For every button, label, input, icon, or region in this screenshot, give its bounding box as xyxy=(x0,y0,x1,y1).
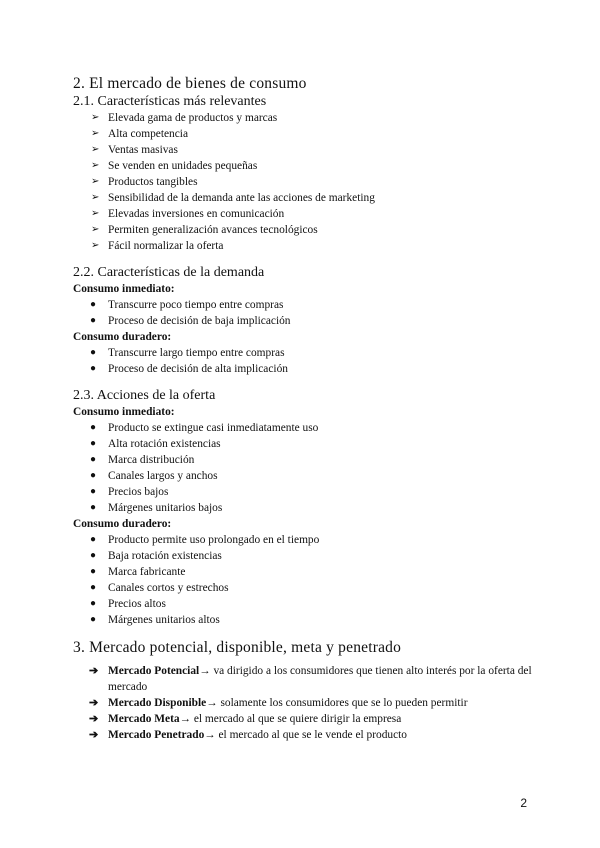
list-item: ➔ Mercado Disponible→ solamente los consumidores que se lo pueden permitir xyxy=(89,697,468,709)
bullet-icon: ● xyxy=(90,454,97,465)
bullet-icon: ● xyxy=(90,315,97,326)
list-item: ➔ Mercado Meta→ el mercado al que se quiere dirigir la empresa xyxy=(89,713,402,725)
consumo-duradero-label: Consumo duradero: xyxy=(73,331,172,343)
offer-duradero-list xyxy=(73,532,543,628)
list-item: ➔ Mercado Potencial→ va dirigido a los consumidores que tienen alto interés por la oferta del mercado xyxy=(89,665,532,693)
bullet-icon: ● xyxy=(90,486,97,497)
list-item: ➢ Ventas masivas xyxy=(91,144,178,156)
list-item: ➔ Mercado Penetrado→ el mercado al que se le vende el producto xyxy=(89,729,407,741)
list-item: ● Canales largos y anchos xyxy=(90,470,218,482)
consumo-inmediato-label: Consumo inmediato: xyxy=(73,283,175,295)
term-label: Mercado Potencial xyxy=(108,665,200,677)
bullet-icon: ● xyxy=(90,614,97,625)
arrowhead-bullet-icon: ➢ xyxy=(91,112,100,123)
list-item: ● Producto permite uso prolongado en el tiempo xyxy=(90,534,320,546)
list-item: ● Baja rotación existencias xyxy=(90,550,222,562)
arrowhead-bullet-icon: ➢ xyxy=(91,160,100,171)
bullet-icon: ● xyxy=(90,598,97,609)
offer-inmediato-list xyxy=(73,420,543,516)
bullet-icon: ● xyxy=(90,470,97,481)
characteristics-list xyxy=(73,110,543,254)
term-label: Mercado Penetrado xyxy=(108,729,205,741)
bold-arrow-icon: ➔ xyxy=(89,729,99,741)
list-item: ● Proceso de decisión de alta implicación xyxy=(90,363,288,375)
list-item: ● Precios altos xyxy=(90,598,166,610)
section-2-heading: 2. El mercado de bienes de consumo xyxy=(73,75,307,92)
bullet-icon: ● xyxy=(90,582,97,593)
demand-inmediato-list xyxy=(73,297,543,329)
bullet-icon: ● xyxy=(90,566,97,577)
list-item: ➢ Fácil normalizar la oferta xyxy=(91,240,224,252)
page-number: 2 xyxy=(520,796,527,810)
list-item: ● Transcurre largo tiempo entre compras xyxy=(90,347,285,359)
bullet-icon: ● xyxy=(90,347,97,358)
list-item: ➢ Productos tangibles xyxy=(91,176,198,188)
list-item: ➢ Sensibilidad de la demanda ante las acciones de marketing xyxy=(91,192,375,204)
arrowhead-bullet-icon: ➢ xyxy=(91,144,100,155)
term-label: Mercado Meta xyxy=(108,713,180,725)
list-item: ● Marca fabricante xyxy=(90,566,186,578)
bullet-icon: ● xyxy=(90,534,97,545)
section-2-3-heading: 2.3. Acciones de la oferta xyxy=(73,388,216,403)
arrow-icon: → xyxy=(206,697,218,709)
demand-duradero-list xyxy=(73,345,543,377)
bullet-icon: ● xyxy=(90,299,97,310)
arrow-icon: → xyxy=(199,665,211,677)
section-2-2-heading: 2.2. Características de la demanda xyxy=(73,265,265,280)
consumo-duradero-label: Consumo duradero: xyxy=(73,518,172,530)
arrowhead-bullet-icon: ➢ xyxy=(91,192,100,203)
arrowhead-bullet-icon: ➢ xyxy=(91,208,100,219)
bold-arrow-icon: ➔ xyxy=(89,697,99,709)
list-item: ● Márgenes unitarios altos xyxy=(90,614,220,626)
arrowhead-bullet-icon: ➢ xyxy=(91,128,100,139)
list-item: ● Canales cortos y estrechos xyxy=(90,582,229,594)
list-item: ➢ Elevada gama de productos y marcas xyxy=(91,112,278,124)
bullet-icon: ● xyxy=(90,502,97,513)
document-page xyxy=(73,74,543,743)
bold-arrow-icon: ➔ xyxy=(89,665,99,677)
bold-arrow-icon: ➔ xyxy=(89,713,99,725)
arrowhead-bullet-icon: ➢ xyxy=(91,240,100,251)
consumo-inmediato-label: Consumo inmediato: xyxy=(73,406,175,418)
bullet-icon: ● xyxy=(90,438,97,449)
market-types-list xyxy=(73,663,543,743)
list-item: ● Proceso de decisión de baja implicación xyxy=(90,315,291,327)
list-item: ● Transcurre poco tiempo entre compras xyxy=(90,299,284,311)
list-item: ● Márgenes unitarios bajos xyxy=(90,502,223,514)
section-3-heading: 3. Mercado potencial, disponible, meta y penetrado xyxy=(73,639,402,656)
list-item: ● Precios bajos xyxy=(90,486,169,498)
list-item: ➢ Elevadas inversiones en comunicación xyxy=(91,208,285,220)
term-label: Mercado Disponible xyxy=(108,697,207,709)
list-item: ➢ Se venden en unidades pequeñas xyxy=(91,160,258,172)
arrow-icon: → xyxy=(179,713,191,725)
bullet-icon: ● xyxy=(90,550,97,561)
bullet-icon: ● xyxy=(90,363,97,374)
list-item: ● Producto se extingue casi inmediatamente uso xyxy=(90,422,319,434)
list-item: ● Alta rotación existencias xyxy=(90,438,221,450)
list-item: ➢ Alta competencia xyxy=(91,128,189,140)
bullet-icon: ● xyxy=(90,422,97,433)
list-item: ➢ Permiten generalización avances tecnológicos xyxy=(91,224,318,236)
arrowhead-bullet-icon: ➢ xyxy=(91,176,100,187)
arrow-icon: → xyxy=(204,729,216,741)
arrowhead-bullet-icon: ➢ xyxy=(91,224,100,235)
section-2-1-heading: 2.1. Características más relevantes xyxy=(73,94,267,109)
list-item: ● Marca distribución xyxy=(90,454,195,466)
